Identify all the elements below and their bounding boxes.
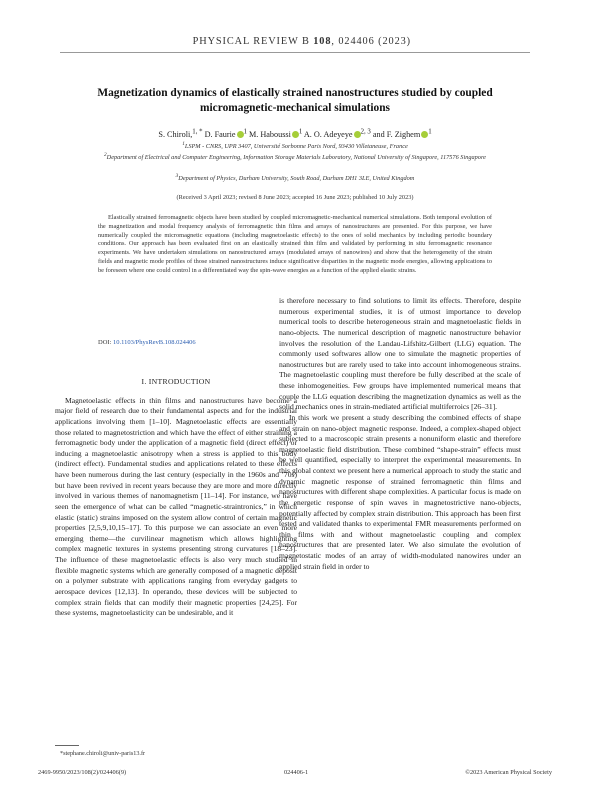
article-number: 024406: [338, 36, 375, 47]
author[interactable]: S. Chiroli,$^{1, *}$: [158, 128, 203, 139]
paragraph: is therefore necessary to find solutions to limit its effects. Therefore, despite numerous experimental studies, it is of utmost importance to develop numerical tools to describe heterogeneous strain and magnetoelastic fields in nano-objects. The numerical description of magnetic nanostructure behavior involves the resolution of the Landau-Lifshitz-Gilbert (LLG) equation. The commonly used softwares allow one to simulate the magnetic properties of nanostructures but are rarely used to take into account inhomogeneous strains. The magnetoelastic coupling must therefore be fully described at the scale of these inhomogeneities. Few groups have implemented numerical means that couple the LLG equation describing the magnetization dynamics as well as the solid mechanics ones in strain-mediated artificial multiferroics [26–31].: [279, 296, 521, 412]
doi-label: DOI:: [98, 339, 112, 346]
paragraph: Magnetoelastic effects in thin films and nanostructures have become a major field of research due to their fundamental aspects and for the industrial applications involving them [1–10]. Magnetoelastic effects are essentially those related to magnetostriction and which have the effect of either straining a ferromagnetic body under the application of a magnetic field (direct effect) or inducing a magnetoelastic anisotropy when a stress is applied to this body (indirect effect). Fundamental studies and applications related to these effects have been numerous during the last century (especially in the 1960s and ’70s) but have been revived in recent years because they are more and more directly involved in various themes of nanomagnetism [11–14]. For instance, we have seen the emergence of what can be called “magnetic-straintronics,” in which elastic (static) strains imposed on the system allow control of certain magnetic properties [2,5,9,10,15–17]. To this purpose we can associate an even more emerging theme—the curvilinear magnetism which allows highlighting complex magnetic textures in systems presenting strong curvatures [18–23]. The influence of these magnetoelastic effects is also very much studied in flexible magnetic systems which are generally composed of a magnetic deposit on a polymer substrate with applications ranging from everyday gadgets to aerospace devices [12,13]. In operando, these devices will be subjected to complex strain fields that can modify their magnetic properties [24,25]. For these systems, magnetoelasticity can be undesirable, and it: [55, 395, 297, 618]
author[interactable]: D. Faurie $^1$: [204, 128, 247, 139]
footer-issn: 2469-9950/2023/108(2)/024406(9): [38, 769, 127, 776]
author[interactable]: M. Haboussi $^1$: [249, 128, 303, 139]
doi-line: [98, 339, 196, 346]
page-number: 024406-1: [284, 769, 309, 776]
right-column: [279, 296, 521, 572]
journal-name: PHYSICAL REVIEW B: [192, 36, 310, 47]
author[interactable]: A. O. Adeyeye $^{2, 3}$: [303, 128, 371, 139]
orcid-icon[interactable]: [354, 131, 361, 138]
received-dates: (Received 3 April 2023; revised 8 June 2023; accepted 16 June 2023; published 10 July 2023): [176, 194, 414, 201]
orcid-icon[interactable]: [292, 131, 299, 138]
paragraph: In this work we present a study describing the combined effects of shape and strain on nano-object magnetic response. Indeed, a complex-shaped object subjected to a macroscopic strain presents a nonuniform elastic and therefore magnetoelastic field distribution. These combined “shape-strain” effects must be well quantified, especially to interpret the experimental measurements. In this global context we present here a numerical approach to study the static and dynamic magnetic response of strained ferromagnetic thin films and nanostructures with different shape complexities. A particular focus is made on the energetic response of spin waves in magnetostrictive nano-objects, potentially affected by complex strain distribution. This approach has been first tested and validated thanks to experimental FMR measurements performed on thin films with and without magnetoelastic coupling and complex nanostructures that are presented later. We also simulate the evolution of magnetostatic modes of an array of width-modulated nanowires under an applied strain field in order to: [279, 412, 521, 571]
footnote: *stephane.chiroli@univ-paris13.fr: [60, 750, 146, 757]
author-list: [40, 127, 550, 140]
journal-volume: 108: [313, 36, 332, 47]
author[interactable]: and F. Zighem $^1$: [372, 128, 432, 139]
doi-link[interactable]: 10.1103/PhysRevB.108.024406: [112, 339, 196, 346]
left-column: [55, 377, 297, 619]
journal-citation: PHYSICAL REVIEW B 108, 024406 (2023): [192, 36, 411, 47]
header-rule: [60, 52, 530, 53]
journal-year: (2023): [378, 36, 411, 47]
copyright: ©2023 American Physical Society: [465, 769, 552, 776]
affiliation: $^1$LSPM - CNRS, UPR 3407, Université Sorbonne Paris Nord, 93430 Villetaneuse, France: [182, 141, 408, 151]
affiliation: $^2$Department of Electrical and Computer Engineering, Information Storage Materials Laboratory, National University of Singapore, 117576 Singapore: [104, 152, 486, 162]
abstract: Elastically strained ferromagnetic objects have been studied by coupled micromagnetic-mechanical numerical simulations. Both temporal evolution of the magnetization and modal frequency analysis of ferromagnetic thin films and arrays of nanostructures are presented. For this purpose, we have numerically coupled the micromagnetic equations (including magnetoelastic effects) to the ones of solid mechanics by including periodic boundary conditions. Our approach has been evaluated first on an elastically strained thin film and validated by performing in situ ferromagnetic resonance experiments. We have undertaken simulations on nanostructured arrays (modulated arrays of nanowires) and show that the heterogeneity of the strain fields and magnetic mode profiles of those strained nanostructures induce significative disparities in the magnetic mode energies, allowing applications to be foreseen where one could control in a differentiated way the spin-wave energies as a function of the applied elastic strains.: [98, 214, 492, 274]
article-title: Magnetization dynamics of elastically strained nanostructures studied by coupled micromagnetic-mechanical simulations: [97, 87, 493, 114]
section-heading: I. INTRODUCTION: [141, 377, 211, 386]
running-header: [0, 36, 590, 52]
footnote-rule: [55, 745, 79, 746]
orcid-icon[interactable]: [237, 131, 244, 138]
affiliation: $^3$Department of Physics, Durham University, South Road, Durham DH1 3LE, United Kingdom: [175, 173, 415, 183]
